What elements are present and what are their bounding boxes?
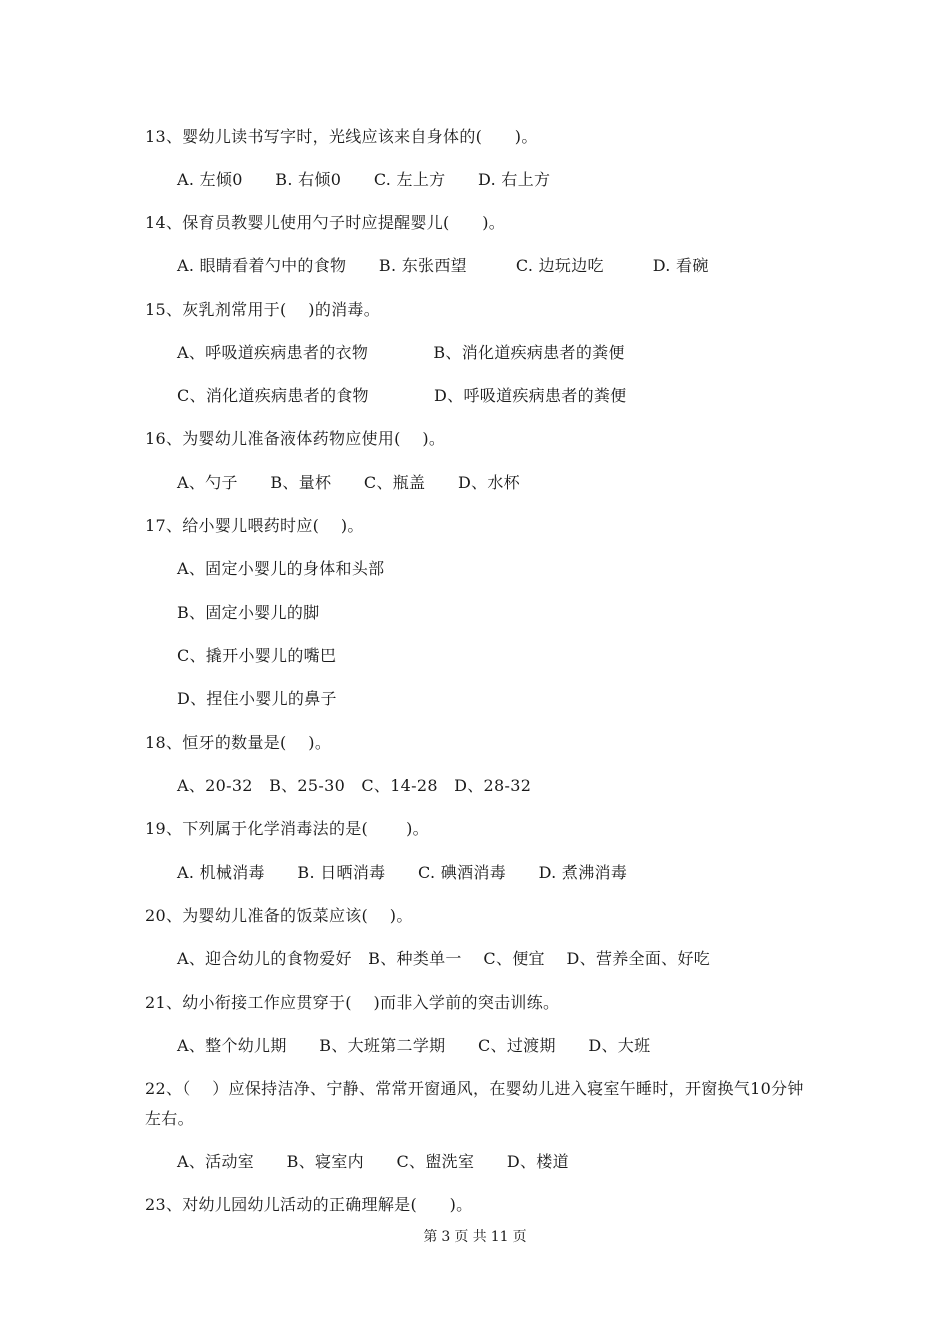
option-row: A. 机械消毒 B. 日晒消毒 C. 碘酒消毒 D. 煮沸消毒 bbox=[177, 863, 628, 882]
option-row: A、迎合幼儿的食物爱好 B、种类单一 C、便宜 D、营养全面、好吃 bbox=[177, 949, 711, 968]
footer-mid: 页 共 bbox=[454, 1229, 487, 1245]
option-row: A、20-32 B、25-30 C、14-28 D、28-32 bbox=[177, 776, 532, 795]
option-row: A、呼吸道疾病患者的衣物 B、消化道疾病患者的粪便 bbox=[177, 343, 625, 362]
footer-prefix: 第 bbox=[423, 1229, 438, 1245]
question-text: 23、对幼儿园幼儿活动的正确理解是( )。 bbox=[145, 1195, 473, 1214]
footer-suffix: 页 bbox=[512, 1229, 527, 1245]
option-row: A、整个幼儿期 B、大班第二学期 C、过渡期 D、大班 bbox=[177, 1036, 651, 1055]
question-text: 16、为婴幼儿准备液体药物应使用( )。 bbox=[145, 429, 446, 448]
question-text: 13、婴幼儿读书写字时，光线应该来自身体的( )。 bbox=[145, 127, 538, 146]
question-text: 14、保育员教婴儿使用勺子时应提醒婴儿( )。 bbox=[145, 213, 506, 232]
question-text: 20、为婴幼儿准备的饭菜应该( )。 bbox=[145, 906, 413, 925]
option-row: A. 左倾0 B. 右倾0 C. 左上方 D. 右上方 bbox=[177, 170, 551, 189]
question-text: 17、给小婴儿喂药时应( )。 bbox=[145, 516, 364, 535]
option-row: A、勺子 B、量杯 C、瓶盖 D、水杯 bbox=[177, 473, 520, 492]
page-footer bbox=[0, 1227, 950, 1247]
question-text: 22、（ ）应保持洁净、宁静、常常开窗通风，在婴幼儿进入寝室午睡时，开窗换气10分钟左右。 bbox=[145, 1079, 804, 1128]
option-row: A. 眼睛看着勺中的食物 B. 东张西望 C. 边玩边吃 D. 看碗 bbox=[177, 256, 709, 275]
question-text: 21、幼小衔接工作应贯穿于( )而非入学前的突击训练。 bbox=[145, 993, 560, 1012]
option-row: A、固定小婴儿的身体和头部 bbox=[177, 559, 385, 578]
option-row: D、捏住小婴儿的鼻子 bbox=[177, 689, 337, 708]
option-row: B、固定小婴儿的脚 bbox=[177, 603, 320, 622]
question-text: 19、下列属于化学消毒法的是( )。 bbox=[145, 819, 429, 838]
question-text: 18、恒牙的数量是( )。 bbox=[145, 733, 332, 752]
option-row: A、活动室 B、寝室内 C、盥洗室 D、楼道 bbox=[177, 1152, 569, 1171]
option-row: C、消化道疾病患者的食物 D、呼吸道疾病患者的粪便 bbox=[177, 386, 627, 405]
question-text: 15、灰乳剂常用于( )的消毒。 bbox=[145, 300, 381, 319]
option-row: C、撬开小婴儿的嘴巴 bbox=[177, 646, 337, 665]
total-pages-number: 11 bbox=[490, 1229, 509, 1245]
current-page-number: 3 bbox=[441, 1229, 451, 1245]
